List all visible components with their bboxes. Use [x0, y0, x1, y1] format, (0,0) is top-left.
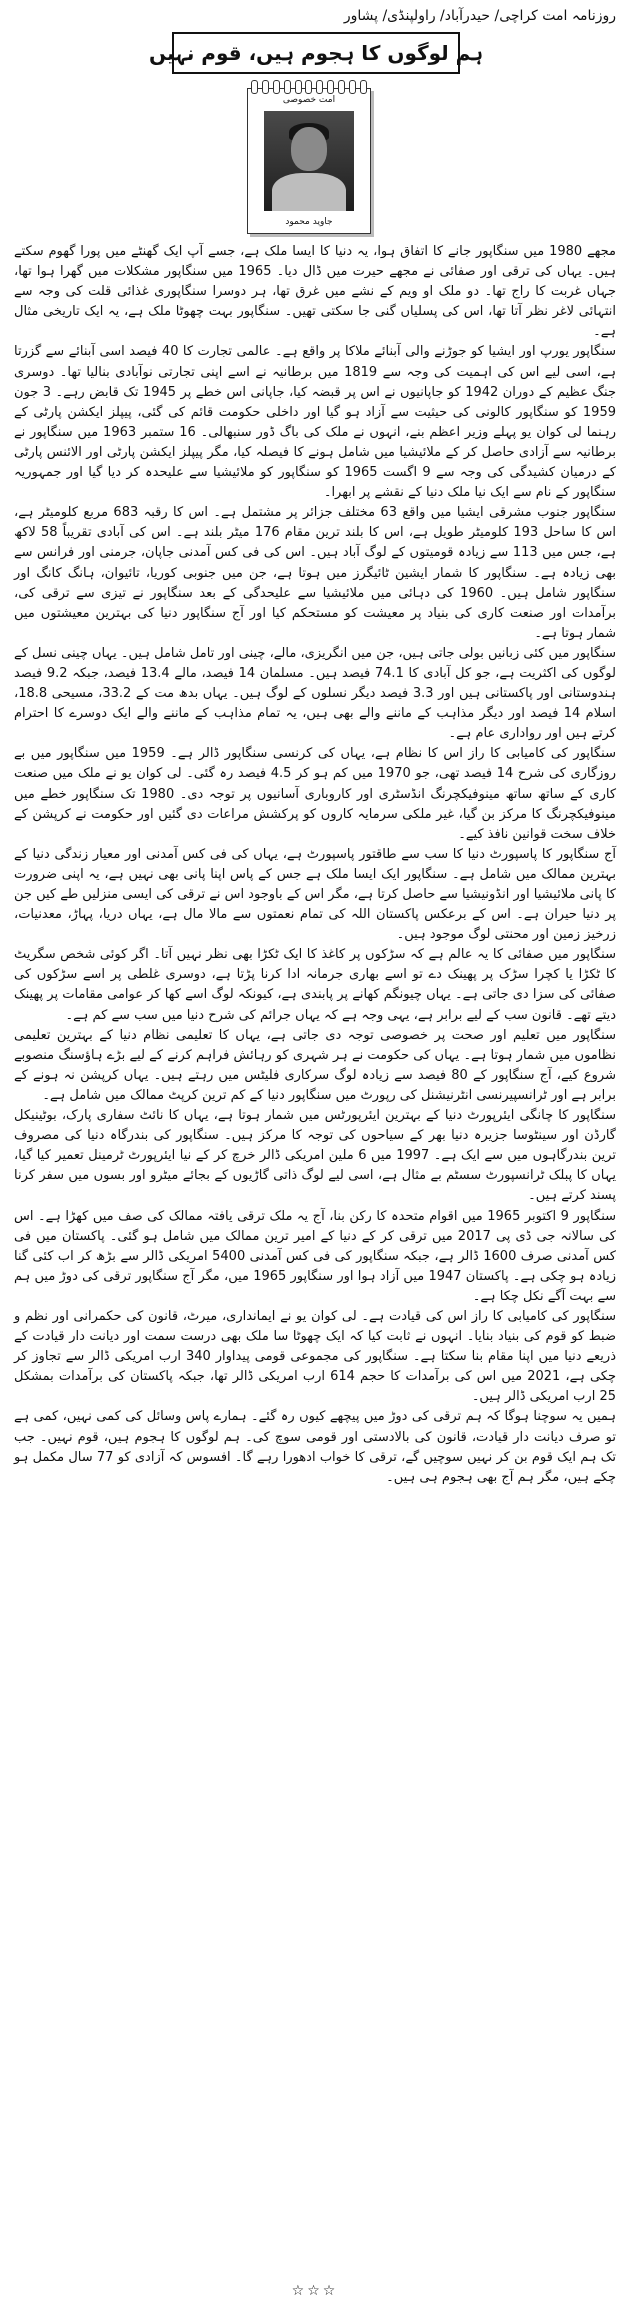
article-body	[14, 242, 616, 1488]
column-title: امت خصوصی	[282, 95, 336, 105]
article-paragraph: آج سنگاپور کا پاسپورٹ دنیا کا سب سے طاقتور پاسپورٹ ہے، یہاں کی فی کس آمدنی اور معیار زندگی دنیا کے بہترین ممالک میں شامل ہے۔ سنگاپور ایک ایسا ملک ہے جس کے پاس اپنا پانی بھی نہیں ہے، یہ اپنی ضرورت کا پانی ملائیشیا اور انڈونیشیا سے حاصل کرتا ہے، مگر اس کے باوجود اس نے ترقی کی ایسی منزلیں طے کیں جن پر دنیا حیران ہے۔ اس کے برعکس پاکستان اللہ کی تمام نعمتوں سے مالا مال ہے، یہاں دریا، پہاڑ، معدنیات، زرخیز زمین اور محنتی لوگ موجود ہیں۔	[14, 846, 616, 943]
article-paragraph: مجھے 1980 میں سنگاپور جانے کا اتفاق ہوا، یہ دنیا کا ایسا ملک ہے، جسے آپ ایک گھنٹے میں پورا گھوم سکتے ہیں۔ یہاں کی ترقی اور صفائی نے مجھے حیرت میں ڈال دیا۔ 1965 میں سنگاپور مشکلات میں گھرا ہوا تھا، جہاں غربت کا راج تھا۔ دو ملک او ویم کے نشے میں غرق تھا، ہر دوسرا سنگاپوری غذائی قلت کی وجہ سے انتہائی لاغر نظر آتا تھا، اس کی پسلیاں گنی جا سکتی تھیں۔ سنگاپور بہت چھوٹا ملک ہے، یہ ایک تاریخی مثال ہے۔	[14, 244, 616, 340]
columnist-card	[247, 80, 371, 234]
author-photo	[264, 111, 354, 211]
columnist-frame	[247, 88, 371, 234]
article-paragraph: سنگاپور 9 اکتوبر 1965 میں اقوام متحدہ کا رکن بنا، آج یہ ملک ترقی یافتہ ممالک کی صف میں کھڑا ہے۔ اس کی سالانہ جی ڈی پی 2017 میں ترقی کر کے دنیا کے امیر ترین ممالک میں شامل ہو گئی۔ پاکستان میں فی کس آمدنی صرف 1600 ڈالر ہے، جبکہ سنگاپور کی فی کس آمدنی 5400 امریکی ڈالر سے بڑھ کر اب کئی گنا زیادہ ہو چکی ہے۔ پاکستان 1947 میں آزاد ہوا اور سنگاپور 1965 میں، مگر آج سنگاپور ترقی کی دوڑ میں ہم سے بہت آگے نکل چکا ہے۔	[14, 1208, 617, 1304]
article-paragraph: سنگاپور کی کامیابی کا راز اس کی قیادت ہے۔ لی کوان یو نے ایمانداری، میرٹ، قانون کی حکمرانی اور نظم و ضبط کو قوم کی بنیاد بنایا۔ انہوں نے ثابت کیا کہ ایک چھوٹا سا ملک بھی درست سمت اور دیانت دار قیادت کے ذریعے دنیا میں اپنا مقام بنا سکتا ہے۔ سنگاپور کی مجموعی قومی پیداوار 340 ارب امریکی ڈالر سے تجاوز کر چکی ہے، 2021 میں اس کی برآمدات کا حجم 614 ارب امریکی ڈالر تھا، جبکہ پاکستان کی برآمدات بمشکل 25 ارب امریکی ڈالر ہیں۔	[14, 1308, 616, 1405]
spiral-binding	[251, 80, 367, 92]
article-paragraph: سنگاپور کی کامیابی کا راز اس کا نظام ہے، یہاں کی کرنسی سنگاپور ڈالر ہے۔ 1959 میں سنگاپور میں بے روزگاری کی شرح 14 فیصد تھی، جو 1970 میں کم ہو کر 4.5 فیصد رہ گئی۔ لی کوان یو نے ملک میں صنعت کاری کے ساتھ ساتھ مینوفیکچرنگ انڈسٹری اور کاروباری آسانیوں پر توجہ دی۔ 1980 تک سنگاپور خطے میں مینوفیکچرنگ کا مرکز بن گیا، غیر ملکی سرمایہ کاروں کو پرکشش مراعات دی گئیں اور حکومت نے کرپشن کے خلاف سخت قوانین نافذ کیے۔	[14, 746, 617, 842]
article-paragraph: سنگاپور میں تعلیم اور صحت پر خصوصی توجہ دی جاتی ہے، یہاں کا تعلیمی نظام دنیا کے بہترین تعلیمی نظاموں میں شمار ہوتا ہے۔ یہاں کی حکومت نے ہر شہری کو رہائش فراہم کرنے کے لیے بڑے ہاؤسنگ منصوبے شروع کیے، آج سنگاپور کے 80 فیصد سے زیادہ لوگ سرکاری فلیٹس میں رہتے ہیں۔ یہاں کرپشن نہ ہونے کے برابر ہے اور ٹرانسپیرنسی انٹرنیشنل کی رپورٹ میں سنگاپور دنیا کے کم ترین کرپٹ ممالک میں شامل ہے۔	[14, 1027, 616, 1103]
author-name: جاوید محمود	[285, 217, 333, 227]
article-paragraph: سنگاپور میں صفائی کا یہ عالم ہے کہ سڑکوں پر کاغذ کا ایک ٹکڑا بھی نظر نہیں آتا۔ اگر کوئی شخص سگریٹ کا ٹکڑا یا کچرا سڑک پر پھینک دے تو اسے بھاری جرمانہ ادا کرنا پڑتا ہے، دوسری غلطی پر اسے سڑکوں کی صفائی کی سزا دی جاتی ہے۔ یہاں چیونگم کھانے پر پابندی ہے، کیونکہ لوگ اسے کھا کر عوامی مقامات پر پھینک دیتے تھے۔ قانون سب کے لیے برابر ہے، یہی وجہ ہے کہ یہاں جرائم کی شرح دنیا میں سب سے کم ہے۔	[14, 947, 616, 1023]
ending-stars: ☆☆☆	[291, 2283, 339, 2299]
article-paragraph: سنگاپور میں کئی زبانیں بولی جاتی ہیں، جن میں انگریزی، مالے، چینی اور تامل شامل ہیں۔ یہاں چینی نسل کے لوگوں کی اکثریت ہے، جو کل آبادی کا 74.1 فیصد ہیں۔ مسلمان 14 فیصد، مالے 13.4 فیصد، جبکہ 9.2 فیصد ہندوستانی اور پاکستانی ہیں اور 3.3 فیصد دیگر نسلوں کے لوگ ہیں۔ یہاں بدھ مت کے 33.2، مسیحی 18.8، اسلام 14 فیصد اور دیگر مذاہب کے ماننے والے بھی ہیں، یہ تمام مذاہب کے ماننے والے ایک دوسرے کا احترام کرتے ہیں اور رواداری عام ہے۔	[14, 645, 617, 742]
article-paragraph: ہمیں یہ سوچنا ہوگا کہ ہم ترقی کی دوڑ میں پیچھے کیوں رہ گئے۔ ہمارے پاس وسائل کی کمی نہیں، کمی ہے تو صرف دیانت دار قیادت، قانون کی بالادستی اور قومی سوچ کی۔ ہم لوگوں کا ہجوم ہیں، قوم نہیں۔ جب تک ہم ایک قوم بن کر نہیں سوچیں گے، ترقی کا خواب ادھورا رہے گا۔ افسوس کہ آزادی کو 77 سال مکمل ہو چکے ہیں، مگر ہم آج بھی ہجوم ہی ہیں۔	[14, 1409, 616, 1485]
article-paragraph: سنگاپور کا چانگی ایئرپورٹ دنیا کے بہترین ایئرپورٹس میں شمار ہوتا ہے، یہاں کا نائٹ سفاری پارک، بوٹینیکل گارڈن اور سینٹوسا جزیرہ دنیا بھر کے سیاحوں کی توجہ کا مرکز ہیں۔ سنگاپور کی بندرگاہ دنیا کی مصروف ترین بندرگاہوں میں سے ایک ہے۔ 1997 میں 6 ملین امریکی ڈالر خرچ کر کے نیا ایئرپورٹ ٹرمینل تعمیر کیا گیا، یہاں کا پبلک ٹرانسپورٹ سسٹم بے مثال ہے، اسی لیے لوگ ذاتی گاڑیوں کے بجائے میٹرو اور بسوں میں سفر کرنا پسند کرتے ہیں۔	[14, 1108, 617, 1204]
article-paragraph: سنگاپور جنوب مشرقی ایشیا میں واقع 63 مختلف جزائر پر مشتمل ہے۔ اس کا رقبہ 683 مربع کلومیٹر ہے، اس کا ساحل 193 کلومیٹر طویل ہے، اس کا بلند ترین مقام 176 میٹر بلند ہے۔ اس کی آبادی تقریباً 58 لاکھ ہے، جس میں 113 سے زیادہ قومیتوں کے لوگ آباد ہیں۔ اس کی فی کس آمدنی جاپان، جرمنی اور فرانس سے بھی زیادہ ہے۔ سنگاپور کا شمار ایشین ٹائیگرز میں ہوتا ہے، جن میں جنوبی کوریا، تائیوان، ہانگ کانگ اور سنگاپور شامل ہیں۔ 1960 کی دہائی میں ملائیشیا سے علیحدگی کے بعد سنگاپور نے تیزی سے ترقی کی، برآمدات اور صنعت کاری کی بنیاد پر معیشت کو مستحکم کیا اور آج سنگاپور دنیا کی بہترین معیشتوں میں شمار ہوتا ہے۔	[14, 505, 617, 641]
headline-box	[148, 32, 484, 74]
article-paragraph: سنگاپور یورپ اور ایشیا کو جوڑنے والی آبنائے ملاکا پر واقع ہے۔ عالمی تجارت کا 40 فیصد اسی آبنائے سے گزرتا ہے، اسی لیے اس کی اہمیت کی وجہ سے 1819 میں برطانیہ نے اسے اپنی تجارتی نوآبادی بنالیا تھا۔ دوسری جنگ عظیم کے دوران 1942 کو جاپانیوں نے اس پر قبضہ کیا، جاپانی اس خطے پر 1945 تک قابض رہے۔ 3 جون 1959 کو سنگاپور کالونی کی حیثیت سے آزاد ہو گیا اور داخلی حکومت قائم کی گئی، پیپلز ایکشن پارٹی کے رہنما لی کوان یو پہلے وزیر اعظم بنے، انہوں نے ملک کی باگ ڈور سنبھالی۔ 16 ستمبر 1963 میں سنگاپور نے برطانیہ سے آزادی حاصل کر کے ملائیشیا میں شامل ہونے کا فیصلہ کیا، مگر پیپلز ایکشن پارٹی اور الائنس پارٹی کے درمیان کشیدگی کی وجہ سے 9 اگست 1965 کو سنگاپور کو ملائیشیا سے علیحدہ کر دیا گیا اور جمہوریہ سنگاپور کے نام سے ایک نیا ملک دنیا کے نقشے پر ابھرا۔	[14, 344, 617, 501]
headline: ہم لوگوں کا ہجوم ہیں، قوم نہیں	[148, 41, 484, 65]
newspaper-name: روزنامہ امت کراچی/ حیدرآباد/ راولپنڈی/ پشاور	[343, 8, 616, 24]
